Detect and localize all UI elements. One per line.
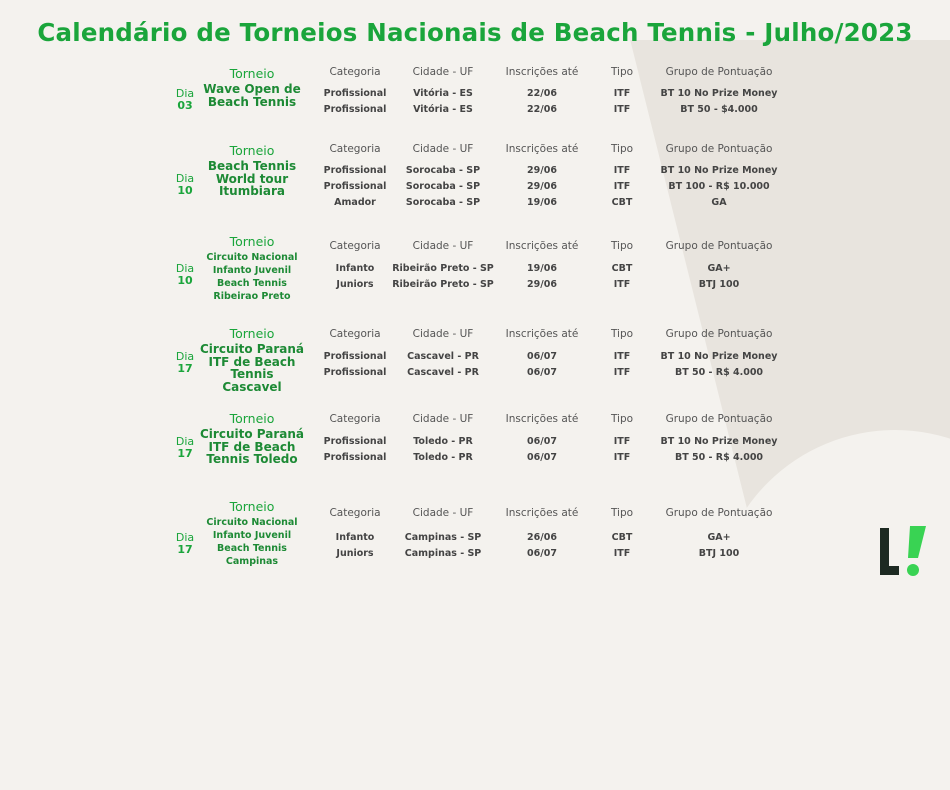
day-number: 17 (177, 447, 193, 460)
header-inscricoes: Inscrições até (505, 507, 579, 519)
header-tipo: Tipo (610, 328, 634, 340)
header-inscricoes: Inscrições até (505, 143, 579, 155)
cell-categoria: Profissional (323, 452, 387, 463)
torneio-label: Torneio (229, 499, 275, 514)
cell-categoria: Profissional (323, 104, 387, 115)
cell-categoria: Profissional (323, 165, 387, 176)
cell-inscricoes: 26/06 (527, 532, 557, 543)
tournament-block (0, 411, 950, 491)
header-cidade: Cidade - UF (412, 507, 474, 519)
tournament-name (200, 160, 304, 198)
cell-tipo: CBT (611, 197, 633, 208)
tournament-name-line: Tennis Toledo (206, 452, 298, 466)
cell-tipo: ITF (613, 279, 631, 290)
tournament-name-line: Campinas (225, 556, 279, 567)
cell-categoria: Profissional (323, 436, 387, 447)
torneio-label: Torneio (229, 326, 275, 341)
tournament-name-line: Beach Tennis (217, 278, 287, 289)
cell-grupo: BT 100 - R$ 10.000 (668, 181, 770, 192)
cell-cidade: Cascavel - PR (407, 351, 479, 362)
day-label: Dia (175, 172, 195, 185)
cell-inscricoes: 06/07 (527, 367, 557, 378)
cell-categoria: Amador (334, 197, 376, 208)
tournament-name (200, 516, 304, 568)
cell-cidade: Sorocaba - SP (405, 165, 481, 176)
tournament-name-line: ITF de Beach (208, 439, 296, 454)
cell-grupo: BTJ 100 (698, 548, 740, 559)
day-label: Dia (175, 350, 195, 363)
cell-tipo: ITF (613, 351, 631, 362)
header-categoria: Categoria (329, 66, 381, 78)
cell-grupo: BT 10 No Prize Money (660, 436, 778, 447)
cell-grupo: GA (711, 197, 727, 208)
cell-grupo: GA+ (707, 532, 731, 543)
header-cidade: Cidade - UF (412, 66, 474, 78)
brand-logo-icon (876, 522, 936, 582)
tournament-day (168, 436, 202, 460)
cell-categoria: Profissional (323, 367, 387, 378)
header-tipo: Tipo (610, 507, 634, 519)
cell-tipo: ITF (613, 436, 631, 447)
cell-grupo: BT 10 No Prize Money (660, 165, 778, 176)
header-grupo: Grupo de Pontuação (665, 240, 773, 252)
tournament-block (0, 143, 950, 223)
cell-grupo: BT 50 - R$ 4.000 (674, 452, 764, 463)
cell-inscricoes: 22/06 (527, 104, 557, 115)
tournament-day (168, 173, 202, 197)
cell-inscricoes: 06/07 (527, 452, 557, 463)
cell-grupo: GA+ (707, 263, 731, 274)
cell-cidade: Sorocaba - SP (405, 197, 481, 208)
cell-inscricoes: 29/06 (527, 279, 557, 290)
cell-grupo: BTJ 100 (698, 279, 740, 290)
tournament-block (0, 66, 950, 146)
cell-inscricoes: 29/06 (527, 181, 557, 192)
cell-tipo: CBT (611, 532, 633, 543)
header-tipo: Tipo (610, 143, 634, 155)
torneio-label: Torneio (229, 143, 275, 158)
header-grupo: Grupo de Pontuação (665, 507, 773, 519)
cell-categoria: Infanto (335, 532, 375, 543)
header-inscricoes: Inscrições até (505, 413, 579, 425)
cell-cidade: Cascavel - PR (407, 367, 479, 378)
cell-cidade: Ribeirão Preto - SP (392, 263, 494, 274)
header-categoria: Categoria (329, 328, 381, 340)
cell-tipo: ITF (613, 367, 631, 378)
cell-cidade: Campinas - SP (404, 532, 482, 543)
cell-grupo: BT 10 No Prize Money (660, 351, 778, 362)
header-categoria: Categoria (329, 143, 381, 155)
cell-tipo: ITF (613, 165, 631, 176)
cell-cidade: Ribeirão Preto - SP (392, 279, 494, 290)
day-label: Dia (175, 262, 195, 275)
tournament-name-line: Wave Open de (203, 82, 301, 96)
cell-cidade: Toledo - PR (413, 436, 473, 447)
cell-tipo: CBT (611, 263, 633, 274)
tournament-block (0, 499, 950, 579)
cell-tipo: ITF (613, 88, 631, 99)
cell-inscricoes: 06/07 (527, 548, 557, 559)
tournament-name (200, 343, 304, 393)
cell-cidade: Toledo - PR (413, 452, 473, 463)
header-cidade: Cidade - UF (412, 240, 474, 252)
tournament-day (168, 88, 202, 112)
header-grupo: Grupo de Pontuação (665, 413, 773, 425)
header-cidade: Cidade - UF (412, 413, 474, 425)
cell-tipo: ITF (613, 104, 631, 115)
tournament-name-line: Tennis Cascavel (222, 367, 282, 394)
tournament-name-line: Beach Tennis (207, 159, 297, 173)
tournament-name (200, 428, 304, 466)
cell-cidade: Vitória - ES (413, 104, 473, 115)
day-label: Dia (175, 531, 195, 544)
header-inscricoes: Inscrições até (505, 328, 579, 340)
header-inscricoes: Inscrições até (505, 66, 579, 78)
header-cidade: Cidade - UF (412, 143, 474, 155)
cell-tipo: ITF (613, 452, 631, 463)
header-grupo: Grupo de Pontuação (665, 143, 773, 155)
tournament-name-line: ITF de Beach (208, 354, 296, 369)
header-grupo: Grupo de Pontuação (665, 66, 773, 78)
cell-tipo: ITF (613, 181, 631, 192)
day-number: 17 (177, 362, 193, 375)
header-tipo: Tipo (610, 66, 634, 78)
header-categoria: Categoria (329, 413, 381, 425)
cell-categoria: Profissional (323, 181, 387, 192)
tournament-name (200, 83, 304, 108)
header-categoria: Categoria (329, 507, 381, 519)
tournament-name-line: Circuito Paraná (200, 427, 304, 441)
day-number: 10 (177, 274, 193, 287)
cell-inscricoes: 06/07 (527, 436, 557, 447)
cell-cidade: Sorocaba - SP (405, 181, 481, 192)
cell-inscricoes: 29/06 (527, 165, 557, 176)
cell-inscricoes: 19/06 (527, 263, 557, 274)
tournament-block (0, 234, 950, 314)
cell-categoria: Infanto (335, 263, 375, 274)
cell-grupo: BT 10 No Prize Money (660, 88, 778, 99)
tournament-day (168, 351, 202, 375)
tournament-name-line: Circuito Nacional (206, 517, 298, 528)
cell-categoria: Profissional (323, 351, 387, 362)
torneio-label: Torneio (229, 234, 275, 249)
header-inscricoes: Inscrições até (505, 240, 579, 252)
cell-cidade: Vitória - ES (413, 88, 473, 99)
tournament-day (168, 532, 202, 556)
torneio-label: Torneio (229, 411, 275, 426)
cell-categoria: Juniors (336, 279, 374, 290)
cell-grupo: BT 50 - $4.000 (680, 104, 758, 115)
day-label: Dia (175, 87, 195, 100)
tournament-name-line: Circuito Nacional (206, 252, 298, 263)
header-cidade: Cidade - UF (412, 328, 474, 340)
header-categoria: Categoria (329, 240, 381, 252)
day-number: 17 (177, 543, 193, 556)
header-grupo: Grupo de Pontuação (665, 328, 773, 340)
tournament-name-line: World tour (215, 171, 289, 186)
cell-categoria: Juniors (336, 548, 374, 559)
day-number: 10 (177, 184, 193, 197)
cell-inscricoes: 22/06 (527, 88, 557, 99)
tournament-name-line: Infanto Juvenil (212, 530, 292, 541)
tournament-name (200, 251, 304, 303)
day-number: 03 (177, 99, 193, 112)
cell-grupo: BT 50 - R$ 4.000 (674, 367, 764, 378)
torneio-label: Torneio (229, 66, 275, 81)
tournament-name-line: Infanto Juvenil (212, 265, 292, 276)
cell-cidade: Campinas - SP (404, 548, 482, 559)
tournament-day (168, 263, 202, 287)
cell-inscricoes: 06/07 (527, 351, 557, 362)
cell-inscricoes: 19/06 (527, 197, 557, 208)
header-tipo: Tipo (610, 240, 634, 252)
day-label: Dia (175, 435, 195, 448)
tournament-name-line: Beach Tennis (207, 94, 297, 109)
tournament-name-line: Circuito Paraná (200, 342, 304, 356)
tournament-name-line: Ribeirao Preto (213, 291, 291, 302)
tournament-block (0, 326, 950, 406)
cell-tipo: ITF (613, 548, 631, 559)
cell-categoria: Profissional (323, 88, 387, 99)
tournament-name-line: Beach Tennis (217, 543, 287, 554)
page-title: Calendário de Torneios Nacionais de Beach Tennis - Julho/2023 (37, 18, 913, 47)
header-tipo: Tipo (610, 413, 634, 425)
tournament-name-line: Itumbiara (218, 184, 286, 198)
